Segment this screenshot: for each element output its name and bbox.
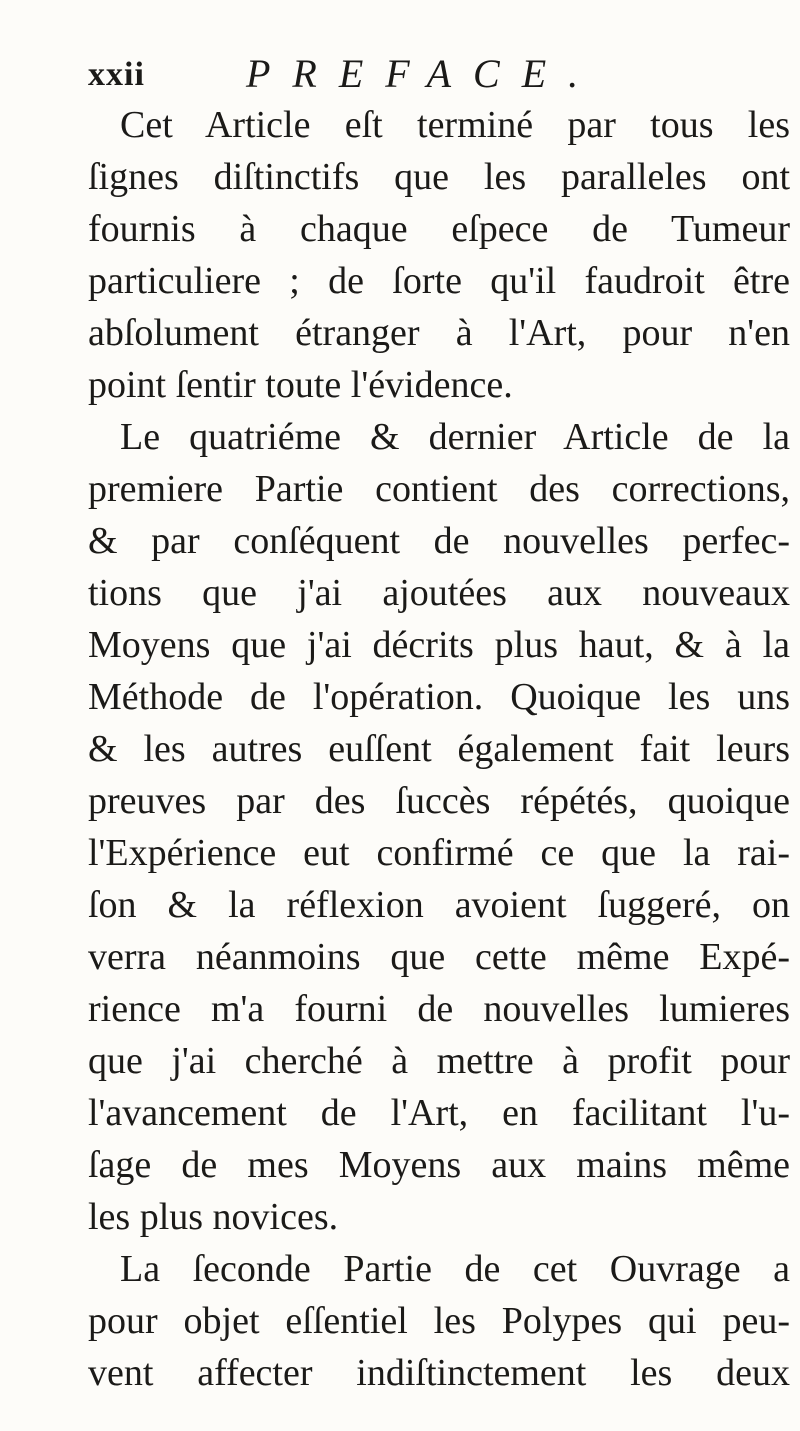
text-line: abſolument étranger à l'Art, pour n'en [88, 312, 790, 354]
text-line: particuliere ; de ſorte qu'il faudroit être [88, 260, 790, 302]
text-line: pour objet eſſentiel les Polypes qui peu- [88, 1300, 790, 1342]
text-line: fournis à chaque eſpece de Tumeur [88, 208, 790, 250]
text-line: tions que j'ai ajoutées aux nouveaux [88, 572, 790, 614]
text-line: les plus novices. [88, 1196, 339, 1238]
page-header [88, 40, 738, 100]
text-line: & les autres euſſent également fait leurs [88, 728, 790, 770]
text-line: ſage de mes Moyens aux mains même [88, 1144, 790, 1186]
text-line: vent affecter indiſtinctement les deux [88, 1352, 790, 1394]
text-line: Méthode de l'opération. Quoique les uns [88, 676, 790, 718]
text-line: preuves par des ſuccès répétés, quoique [88, 780, 790, 822]
text-line: ſon & la réflexion avoient ſuggeré, on [88, 884, 790, 926]
text-line: Cet Article eſt terminé par tous les [120, 104, 790, 146]
text-line: ſignes diſtinctifs que les paralleles ont [88, 156, 790, 198]
text-line: Le quatriéme & dernier Article de la [120, 416, 790, 458]
text-line: que j'ai cherché à mettre à profit pour [88, 1040, 790, 1082]
text-line: l'Expérience eut confirmé ce que la rai- [88, 832, 790, 874]
running-title: PREFACE. [246, 51, 601, 96]
text-line: l'avancement de l'Art, en facilitant l'u- [88, 1092, 790, 1134]
text-line: premiere Partie contient des corrections, [88, 468, 790, 510]
text-line: verra néanmoins que cette même Expé- [88, 936, 790, 978]
text-line: La ſeconde Partie de cet Ouvrage a [120, 1248, 790, 1290]
text-line: point ſentir toute l'évidence. [88, 364, 513, 406]
text-line: Moyens que j'ai décrits plus haut, & à la [88, 624, 790, 666]
text-line: rience m'a fourni de nouvelles lumieres [88, 988, 790, 1030]
text-line: & par conſéquent de nouvelles perfec- [88, 520, 790, 562]
page-number: xxii [88, 56, 145, 93]
